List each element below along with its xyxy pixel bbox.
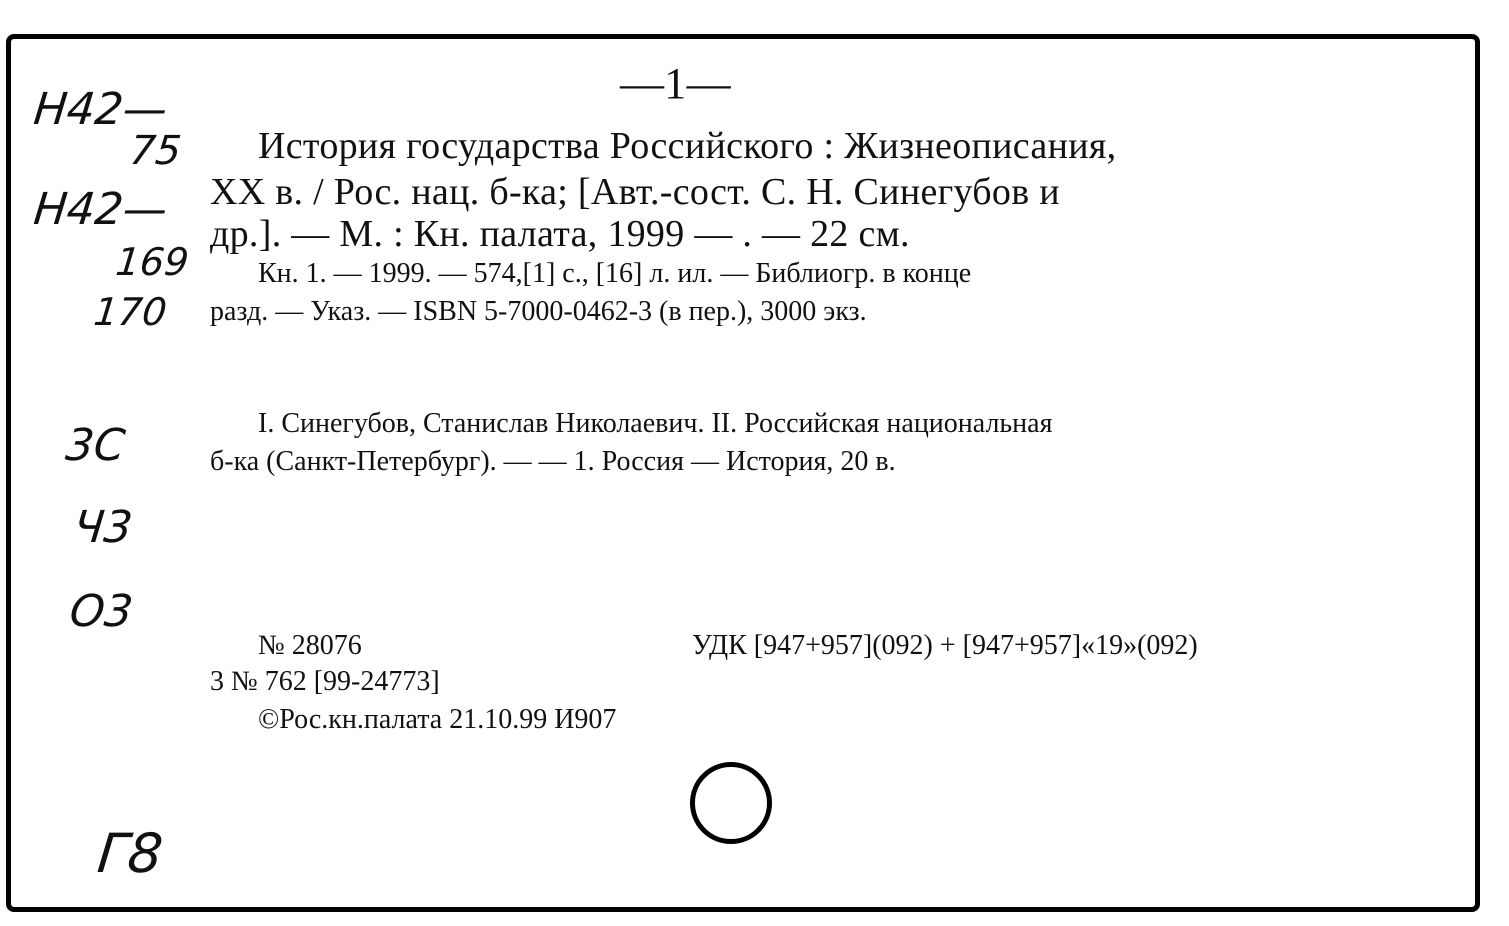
card-number: —1— xyxy=(620,59,731,108)
handwritten-code-1-suffix: 75 xyxy=(127,128,184,174)
udk-code: УДК [947+957](092) + [947+957]«19»(092) xyxy=(692,630,1198,661)
record-number: № 28076 xyxy=(258,630,362,661)
title-line-1: История государства Российского : Жизнеописания, xyxy=(258,125,1117,167)
handwritten-code-2-suffix-1: 169 xyxy=(113,240,191,284)
handwritten-mark-43: Ч3 xyxy=(71,502,135,553)
footer-line-3: ©Рос.кн.палата 21.10.99 И907 xyxy=(258,704,617,735)
tracing-line-2: б-ка (Санкт-Петербург). — — 1. Россия — История, 20 в. xyxy=(210,446,896,477)
tracing-line-1: I. Синегубов, Станислав Николаевич. II. Российская национальная xyxy=(258,408,1053,439)
punch-hole-circle xyxy=(690,762,772,844)
handwritten-mark-03: О3 xyxy=(67,586,136,637)
title-line-2: XX в. / Рос. нац. б-ка; [Авт.-сост. С. Н. Синегубов и xyxy=(210,171,1060,213)
handwritten-mark-3c: 3С xyxy=(63,420,128,471)
handwritten-code-1: Н42— xyxy=(31,84,170,135)
footer-line-2: 3 № 762 [99-24773] xyxy=(210,666,440,697)
volume-line-2: разд. — Указ. — ISBN 5-7000-0462-3 (в пер.), 3000 экз. xyxy=(210,296,867,327)
volume-line-1: Кн. 1. — 1999. — 574,[1] с., [16] л. ил. — Библиогр. в конце xyxy=(258,258,972,289)
title-line-3: др.]. — М. : Кн. палата, 1999 — . — 22 см. xyxy=(210,213,910,255)
handwritten-code-2: Н42— xyxy=(31,184,170,235)
handwritten-mark-g8: Г8 xyxy=(94,822,166,885)
handwritten-code-2-suffix-2: 170 xyxy=(91,290,169,334)
